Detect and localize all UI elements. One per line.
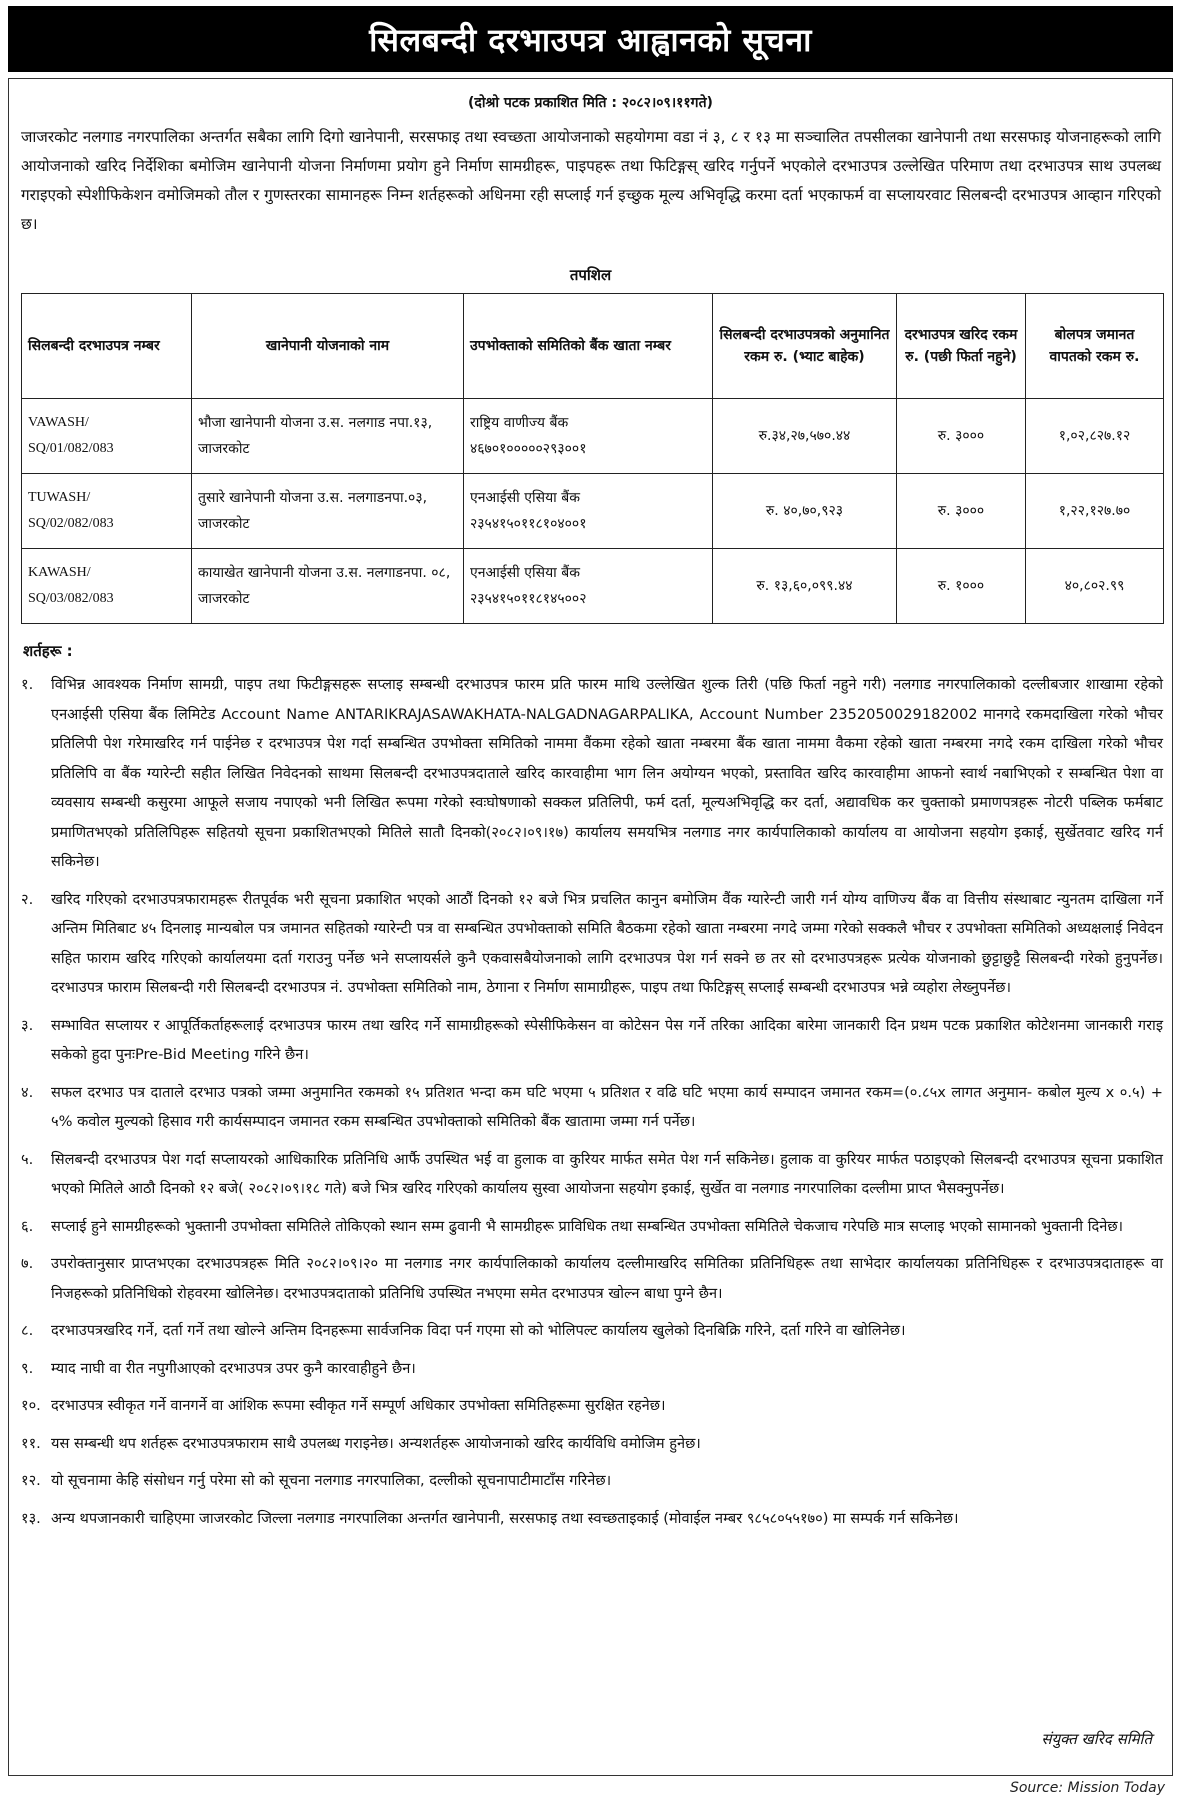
condition-number: १०. (21, 1397, 41, 1414)
condition-item (21, 1011, 1163, 1070)
condition-text: अन्य थपजानकारी चाहिएमा जाजरकोट जिल्ला नलगाड नगरपालिका अन्तर्गत खानेपानी, सरसफाइ तथा स्वच्छताइकाई (मोवाईल नम्बर ९८५८०५५१७०) मा सम्पर्क गर्न सकिनेछ। (51, 1509, 959, 1527)
table-row (22, 549, 1164, 624)
condition-number: १३. (21, 1509, 41, 1527)
signature-committee: संयुक्त खरिद समिति (1041, 1730, 1152, 1748)
condition-item (21, 1078, 1163, 1137)
bid-security-cell: १,०२,८२७.१२ (1026, 399, 1164, 474)
bank-name: एनआईसी एसिया बैंक (470, 565, 581, 581)
scheme-name-cell: कायाखेत खानेपानी योजना उ.स. नलगाडनपा. ०८, जाजरकोट (192, 549, 464, 624)
condition-number: २. (21, 890, 34, 908)
condition-text: उपरोक्तानुसार प्राप्तभएका दरभाउपत्रहरू मिति २०८२।०९।२० मा नलगाड नगर कार्यपालिकाको कार्यालय दल्लीमाखरिद समितिका प्रतिनिधिहरू तथा साभेदार कार्यालयका प्रतिनिधिहरू र दरभाउपत्रदाताहरू वा निजहरूको प्रतिनिधिको रोहवरमा खोलिनेछ। दरभाउपत्रदाताको प्रतिनिधि उपस्थित नभएमा समेत दरभाउपत्र खोल्न बाधा पुग्ने छैन। (51, 1255, 1163, 1302)
condition-number: ९. (21, 1359, 34, 1377)
estimated-amount-cell: रु.३४,२७,५७०.४४ (713, 399, 897, 474)
bid-security-cell: १,२२,१२७.७० (1026, 474, 1164, 549)
intro-paragraph: जाजरकोट नलगाड नगरपालिका अन्तर्गत सबैका लागि दिगो खानेपानी, सरसफाइ तथा स्वच्छता आयोजनाको सहयोगमा वडा नं ३, ८ र १३ मा सञ्चालित तपसीलका खानेपानी तथा सरसफाइ योजनाहरूको लागि आयोजनाको खरिद निर्देशिका बमोजिम खानेपानी योजना निर्माणमा प्रयोग हुने निर्माण सामग्रीहरू, पाइपहरू तथा फिटिङ्गस् खरिद गर्नुपर्ने भएकोले दरभाउपत्र उल्लेखित परिमाण तथा दरभाउपत्र साथ उपलब्ध गराइएको स्पेशीफिकेशन वमोजिमको तौल र गुणस्तरका सामानहरू निम्न शर्तहरूको अधिनमा रही सप्लाई गर्न इच्छुक मूल्य अभिवृद्धि करमा दर्ता भएकाफर्म वा सप्लायरवाट सिलबन्दी दरभाउपत्र आव्हान गरिएको छ। (21, 128, 1161, 233)
bid-security-cell: ४०,८०२.९९ (1026, 549, 1164, 624)
notice-body (8, 78, 1173, 1776)
condition-number: ७. (21, 1255, 34, 1272)
condition-text: खरिद गरिएको दरभाउपत्रफारामहरू रीतपूर्वक भरी सूचना प्रकाशित भएको आठौं दिनको १२ बजे भित्र प्रचलित कानुन बमोजिम वैंक ग्यारेन्टी जारी गर्न योग्य वाणिज्य बैंक वा वित्तीय संस्थाबाट न्युनतम दाखिला गर्ने अन्तिम मितिबाट ४५ दिनलाइ मान्यबोल पत्र जमानत सहितको ग्यारेन्टी पत्र वा सम्बन्धित उपभोक्ताको समिति बैठकमा रहेको खाता नम्बरमा नगदे जम्मा गरेको सक्कलै भौचर र उपभोक्ता समितिको अध्यक्षलाई निवेदन सहित फाराम खरिद गरिएको कार्यालयमा दर्ता गराउनु पर्नेछ भने सप्लायर्सले कुनै एकवासबैयोजनाको लागि दरभाउपत्र पेश गर्न सक्ने छ तर सो दरभाउपत्रहरू प्रत्येक योजनाको छुट्टाछुट्टै सिलबन्दी गरेको हुनुपर्नेछ। दरभाउपत्र फाराम सिलबन्दी गरी सिलबन्दी दरभाउपत्र नं. उपभोक्ता समितिको नाम, ठेगाना र निर्माण सामाग्रीहरू, पाइप तथा फिटिङ्गस् सप्लाई सम्बन्धी दरभाउपत्र भन्ने व्यहोरा लेख्नुपर्नेछ। (51, 890, 1163, 996)
condition-text: सप्लाई हुने सामग्रीहरूको भुक्तानी उपभोक्ता समितिले तोकिएको स्थान सम्म ढुवानी भै सामग्रीहरू प्राविधिक तथा सम्बन्धित उपभोक्ता समितिले चेकजाच गरेपछि मात्र सप्लाइ भएको सामानको भुक्तानी दिनेछ। (51, 1217, 1124, 1235)
tender-code-prefix: TUWASH/ (28, 490, 91, 505)
condition-number: ४. (21, 1083, 34, 1101)
condition-item (21, 1504, 1163, 1534)
table-heading: तपशिल (569, 266, 612, 284)
condition-number: १. (21, 676, 34, 693)
condition-item (21, 670, 1163, 877)
tender-code-suffix: SQ/03/082/083 (28, 591, 114, 606)
bank-account-cell (464, 399, 713, 474)
notice-title: सिलबन्दी दरभाउपत्र आह्वानको सूचना (8, 6, 1173, 72)
account-number: २३५४१५०११८१४५००२ (470, 591, 587, 607)
condition-item (21, 1466, 1163, 1496)
condition-text: यो सूचनामा केहि संसोधन गर्नु परेमा सो को सूचना नलगाड नगरपालिका, दल्लीको सूचनापाटीमाटाँस गरिनेछ। (51, 1472, 612, 1489)
header-bid-security: बोलपत्र जमानत वापतको रकम रु. (1026, 294, 1164, 399)
tender-table (21, 293, 1164, 624)
scheme-name-cell: भौजा खानेपानी योजना उ.स. नलगाड नपा.१३, जाजरकोट (192, 399, 464, 474)
condition-item (21, 885, 1163, 1003)
table-row (22, 399, 1164, 474)
estimated-amount-cell: रु. ४०,७०,९२३ (713, 474, 897, 549)
condition-number: ११. (21, 1434, 41, 1452)
header-estimated-amount: सिलबन्दी दरभाउपत्रको अनुमानित रकम रु. (भ्याट बाहेक) (713, 294, 897, 399)
bank-account-cell (464, 474, 713, 549)
condition-item (21, 1354, 1163, 1384)
condition-text: यस सम्बन्धी थप शर्तहरू दरभाउपत्रफाराम साथै उपलब्ध गराइनेछ। अन्यशर्तहरू आयोजनाको खरिद कार्यविधि वमोजिम हुनेछ। (51, 1434, 701, 1452)
account-number: ४६७०१०००००२९३००१ (470, 441, 587, 457)
condition-text: सफल दरभाउ पत्र दाताले दरभाउ पत्रको जम्मा अनुमानित रकमको १५ प्रतिशत भन्दा कम घटि भएमा ५ प्रतिशत र वढि घटि भएमा कार्य सम्पादन जमानत रकम=(०.८५x लागत अनुमान- कबोल मुल्य x ०.५) + ५% कवोल मुल्यको हिसाव गरी कार्यसम्पादन जमानत रकम सम्बन्धित उपभोक्ताको समितिको बैंक खातामा जम्मा गर्न पर्नेछ। (51, 1083, 1163, 1130)
table-header-row (22, 294, 1164, 399)
tender-number-cell (22, 474, 192, 549)
header-tender-number: सिलबन्दी दरभाउपत्र नम्बर (22, 294, 192, 399)
table-row (22, 474, 1164, 549)
condition-number: ८. (21, 1322, 34, 1339)
header-form-fee: दरभाउपत्र खरिद रकम रु. (पछी फिर्ता नहुने) (897, 294, 1026, 399)
header-scheme-name: खानेपानी योजनाको नाम (192, 294, 464, 399)
publication-date-line: (दोश्रो पटक प्रकाशित मिति : २०८२।०९।११गते) (468, 95, 713, 111)
condition-number: ३. (21, 1016, 34, 1034)
form-fee-cell: रु. १००० (897, 549, 1026, 624)
form-fee-cell: रु. ३००० (897, 399, 1026, 474)
condition-text: म्याद नाघी वा रीत नपुगीआएको दरभाउपत्र उपर कुनै कारवाहीहुने छैन। (51, 1359, 416, 1377)
condition-number: ५. (21, 1150, 34, 1168)
account-number: २३५४१५०११८१०४००१ (470, 516, 587, 532)
conditions-list (21, 670, 1163, 1533)
form-fee-cell: रु. ३००० (897, 474, 1026, 549)
condition-text: दरभाउपत्र स्वीकृत गर्ने वानगर्ने वा आंशिक रूपमा स्वीकृत गर्ने सम्पूर्ण अधिकार उपभोक्ता समितिहरूमा सुरक्षित रहनेछ। (51, 1397, 666, 1414)
condition-text: सम्भावित सप्लायर र आपूर्तिकर्ताहरूलाई दरभाउपत्र फारम तथा खरिद गर्ने सामाग्रीहरूको स्पेसीफिकेसन वा कोटेसन पेस गर्ने तरिका आदिका बारेमा जानकारी दिन प्रथम पटक प्रकाशित कोटेशनमा जानकारी गराइ सकेको हुदा पुनःPre-Bid Meeting गरिने छैन। (51, 1016, 1163, 1063)
conditions-heading: शर्तहरू : (23, 642, 73, 660)
condition-item (21, 1249, 1163, 1308)
condition-item (21, 1429, 1163, 1459)
tender-code-suffix: SQ/02/082/083 (28, 516, 114, 531)
condition-text: विभिन्न आवश्यक निर्माण सामग्री, पाइप तथा फिटीङ्गसहरू सप्लाइ सम्बन्धी दरभाउपत्र फारम प्रति फारम माथि उल्लेखित शुल्क तिरी (पछि फिर्ता नहुने गरी) नलगाड नगरपालिकाको दल्लीबजार शाखामा रहेको एनआईसी एसिया बैंक लिमिटेड Account Name ANTARIKRAJASAWAKHATA-NALGADNAGARPALIKA, Account Number 2352050029182002 मानगदे रकमदाखिला गरेको भौचर प्रतिलिपी पेश गरेमाखरिद गर्न पाईनेछ र दरभाउपत्र पेश गर्दा सम्बन्धित उपभोक्ता समितिको नाममा वैंकमा रहेको खाता नम्बरमा बैंक खाता नाममा वैकमा रहेको खाता नम्बरमा नगदे रकम दाखिला गरेको भौचर प्रतिलिपि वा बैंक ग्यारेन्टी सहीत लिखित निवेदनको साथमा सिलबन्दी दरभाउपत्रदाताले खरिद कारवाहीमा भाग लिन अयोग्यन भएको, प्रस्तावित खरिद कारवाहीमा आफनो स्वार्थ नबाभिएको र सम्बन्धित पेशा वा व्यवसाय सम्बन्धी कसुरमा आफूले सजाय नपाएको भनी लिखित रूपमा गरेको स्वःघोषणाको सक्कल प्रतिलिपी, फर्म दर्ता, मूल्यअभिवृद्धि कर दर्ता, अद्यावधिक कर चुक्ताको प्रमाणपत्रहरू नोटरी पब्लिक फर्मबाट प्रमाणितभएको प्रतिलिपिहरू सहितयो सूचना प्रकाशितभएको मितिले सातौ दिनको(२०८२।०९।१७) कार्यालय समयभित्र नलगाड नगर कार्यपालिकाको कार्यालय वा आयोजना सहयोग इकाई, सुर्खेतवाट खरिद गर्न सकिनेछ। (51, 676, 1163, 870)
condition-text: सिलबन्दी दरभाउपत्र पेश गर्दा सप्लायरको आधिकारिक प्रतिनिधि आर्फै उपस्थित भई वा हुलाक वा कुरियर मार्फत समेत पेश गर्न सकिनेछ। हुलाक वा कुरियर मार्फत पठाइएको सिलबन्दी दरभाउपत्र सूचना प्रकाशित भएको मितिले आठौ दिनको १२ बजे( २०८२।०९।१८ गते) बजे भित्र खरिद गरिएको कार्यालय सुस्वा आयोजना सहयोग इकाई, सुर्खेत वा नलगाड नगरपालिका दल्लीमा प्राप्त भैसक्नुपर्नेछ। (51, 1150, 1164, 1197)
condition-item (21, 1212, 1163, 1242)
tender-code-suffix: SQ/01/082/083 (28, 441, 114, 456)
tender-code-prefix: KAWASH/ (28, 565, 91, 580)
tender-number-cell (22, 549, 192, 624)
scheme-name-cell: तुसारे खानेपानी योजना उ.स. नलगाडनपा.०३, जाजरकोट (192, 474, 464, 549)
condition-item (21, 1391, 1163, 1421)
header-bank-account: उपभोक्ताको समितिको बैंक खाता नम्बर (464, 294, 713, 399)
condition-text: दरभाउपत्रखरिद गर्ने, दर्ता गर्ने तथा खोल्ने अन्तिम दिनहरूमा सार्वजनिक विदा पर्न गएमा सो को भोलिपल्ट कार्यालय खुलेको दिनबिक्रि गरिने, दर्ता गरिने वा खोलिनेछ। (51, 1322, 906, 1339)
bank-name: एनआईसी एसिया बैंक (470, 490, 581, 506)
condition-item (21, 1145, 1163, 1204)
tender-number-cell (22, 399, 192, 474)
bank-account-cell (464, 549, 713, 624)
bank-name: राष्ट्रिय वाणीज्य बैंक (470, 415, 569, 431)
tender-code-prefix: VAWASH/ (28, 415, 89, 430)
condition-item (21, 1316, 1163, 1346)
estimated-amount-cell: रु. १३,६०,०९९.४४ (713, 549, 897, 624)
condition-number: ६. (21, 1217, 34, 1235)
source-credit: Source: Mission Today (1009, 1780, 1165, 1796)
condition-number: १२. (21, 1472, 41, 1489)
